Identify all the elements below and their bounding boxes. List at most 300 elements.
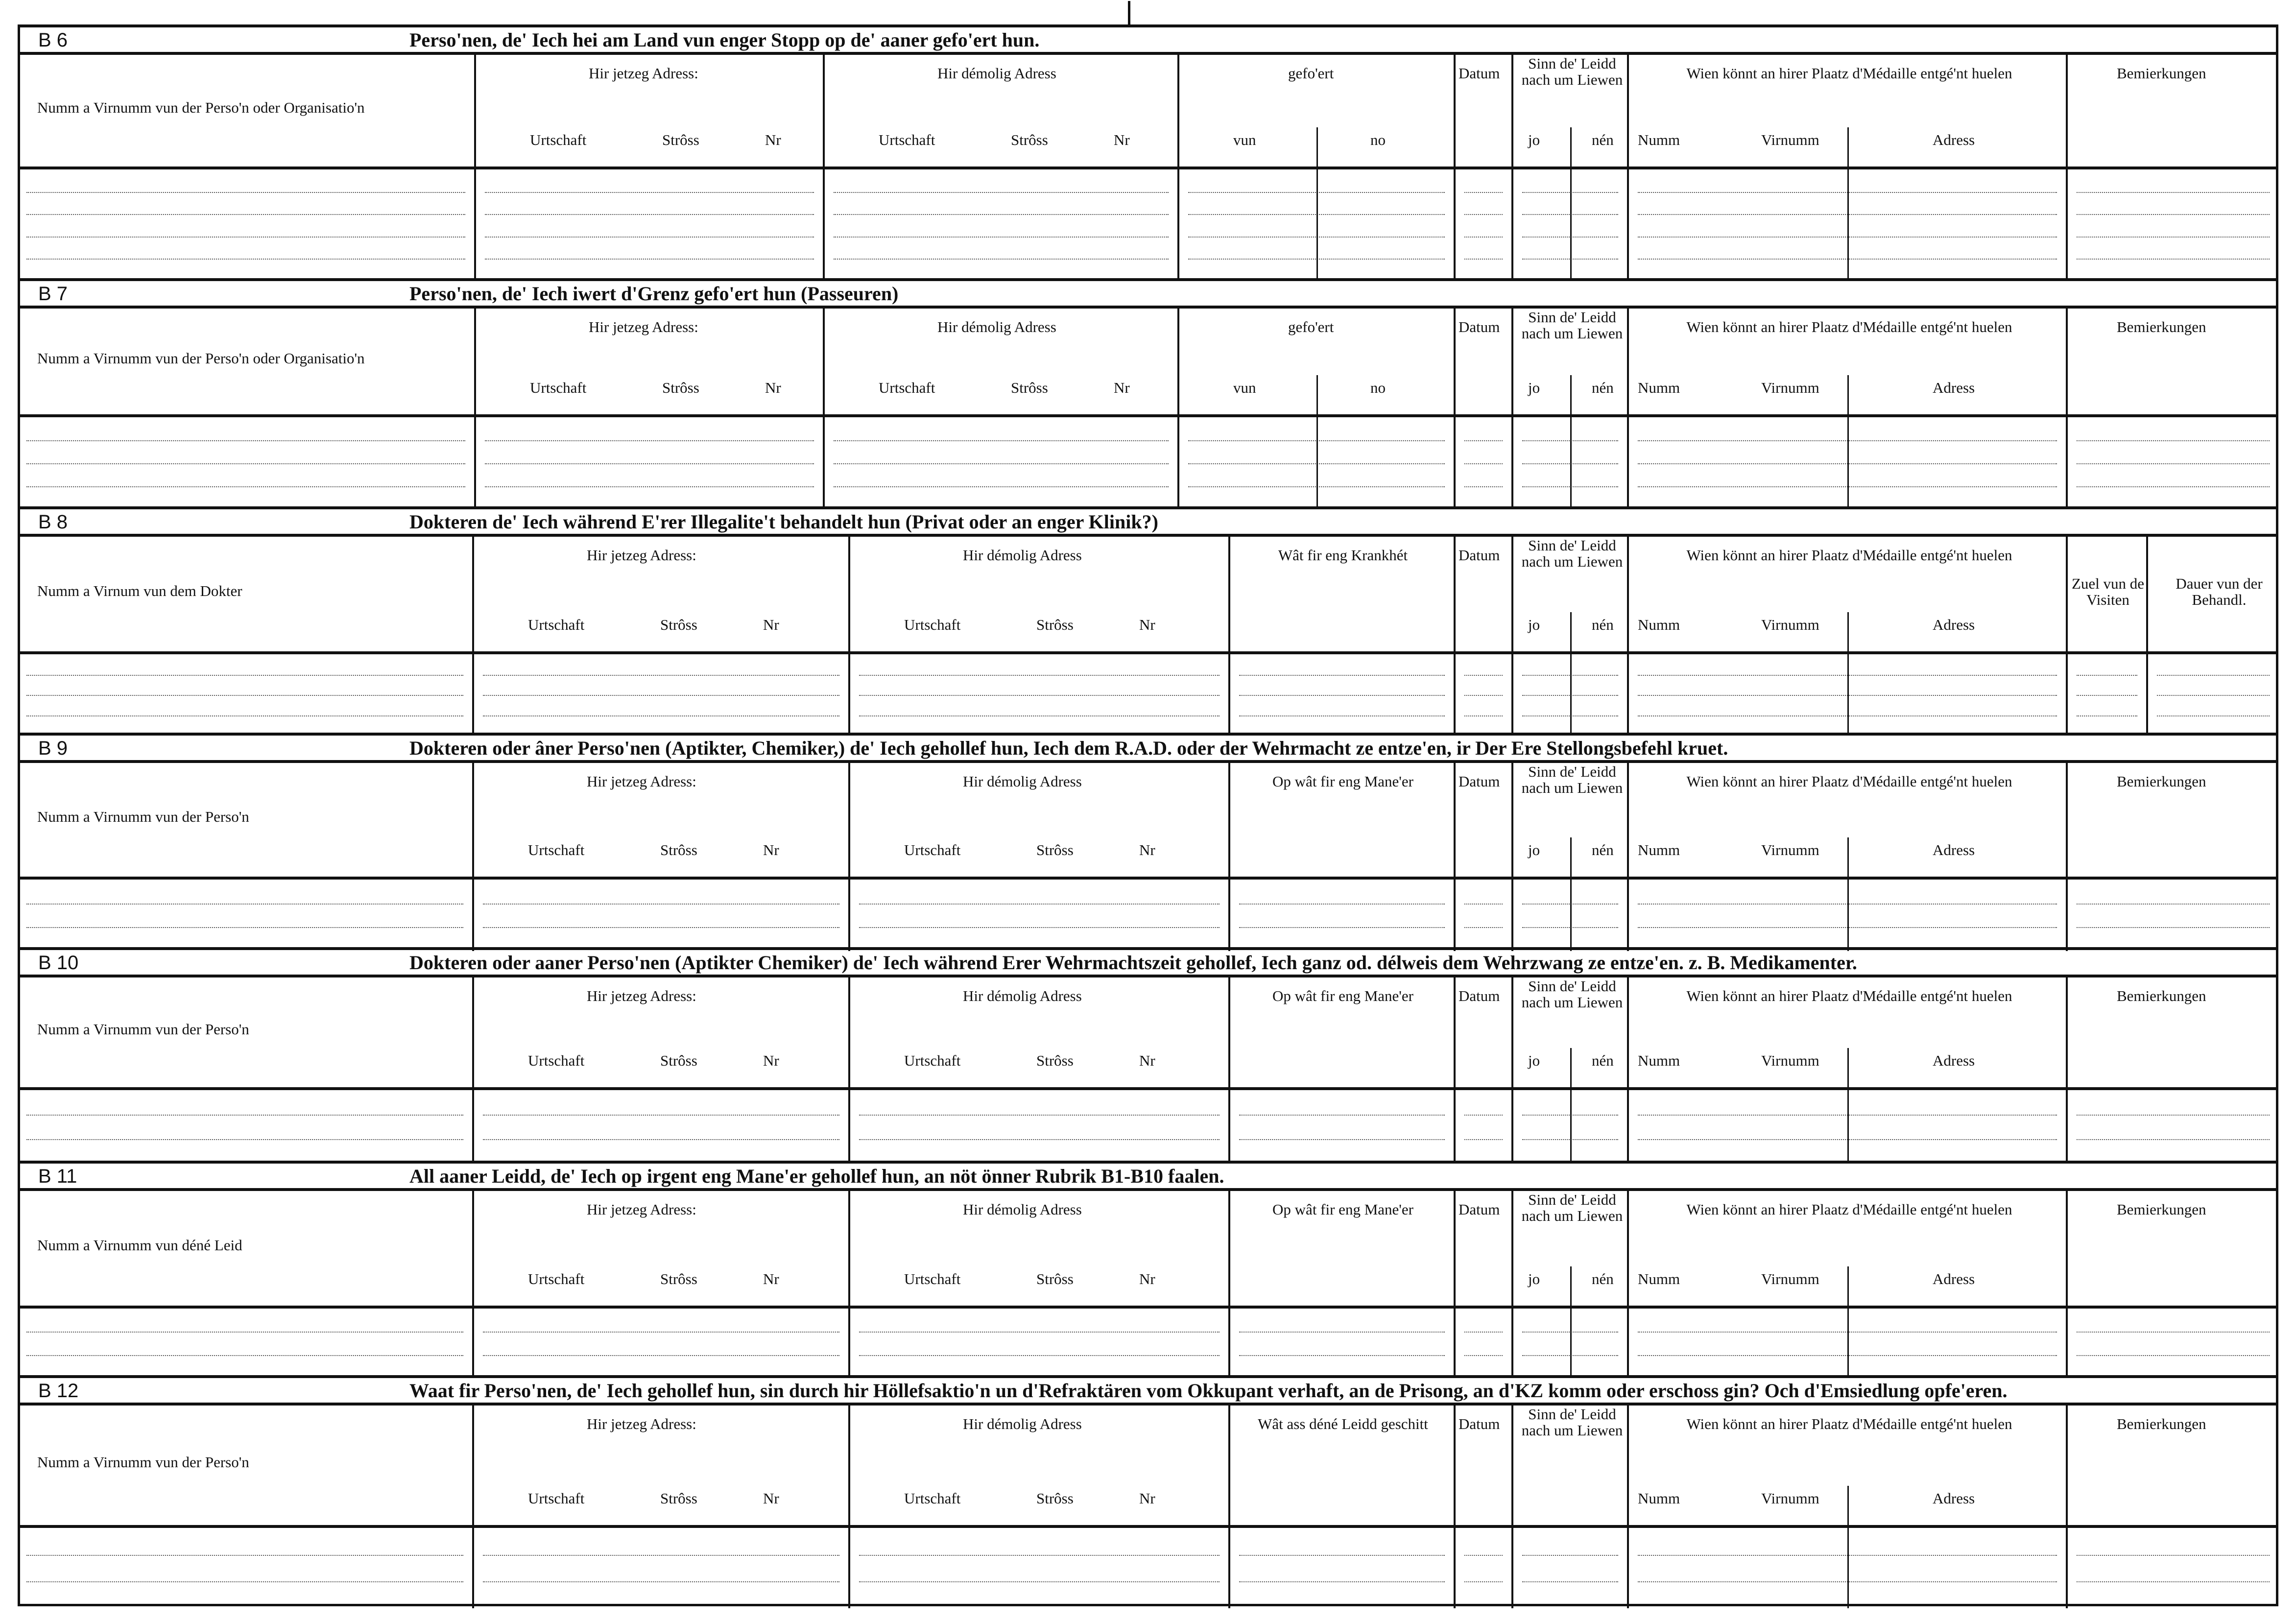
former-address-header: Hir démolig Adress [963, 1201, 1082, 1218]
number-header: Nr [765, 131, 781, 148]
dotted-line [485, 192, 814, 193]
dotted-line [26, 192, 465, 193]
dotted-line [1464, 695, 1503, 696]
dotted-line [2077, 259, 2270, 260]
date-header: Datum [1459, 65, 1500, 82]
former-address-header: Hir démolig Adress [963, 987, 1082, 1004]
column-header-row [18, 1191, 2278, 1306]
row-subdivider [1570, 169, 1572, 281]
dotted-line [1464, 1139, 1503, 1140]
dotted-line [2077, 1139, 2270, 1140]
dotted-line [1464, 1115, 1503, 1116]
medal-firstname-header: Virnumm [1761, 131, 1819, 148]
dotted-line [2077, 1355, 2270, 1356]
dotted-line [834, 192, 1169, 193]
remarks-header: Bemierkungen [2117, 65, 2206, 82]
dotted-line [834, 440, 1169, 441]
entry-column[interactable] [18, 1090, 474, 1164]
number-header: Nr [763, 1270, 779, 1287]
section-title-bar [18, 1375, 2278, 1406]
column-header-row [18, 537, 2278, 651]
street-header: Strôss [1036, 616, 1074, 633]
entry-column[interactable] [476, 169, 825, 281]
medal-firstname-header: Virnumm [1761, 1490, 1819, 1507]
section-title-bar [18, 947, 2278, 977]
dotted-line [2157, 715, 2270, 716]
medal-firstname-header: Virnumm [1761, 379, 1819, 396]
entry-column[interactable] [1456, 1528, 1513, 1608]
section-b8 [18, 506, 2278, 733]
entry-rows [18, 169, 2278, 281]
row-subdivider [1847, 1090, 1849, 1164]
dotted-line [483, 1139, 839, 1140]
yes-header: jo [1528, 379, 1540, 396]
entry-column[interactable] [850, 1090, 1230, 1164]
section-title-bar [18, 1161, 2278, 1191]
dotted-line [485, 259, 814, 260]
page-top-mark [1128, 1, 1130, 24]
medal-address-header: Adress [1933, 841, 1975, 858]
entry-column[interactable] [1456, 1309, 1513, 1378]
number-header: Nr [763, 616, 779, 633]
yes-header: jo [1528, 841, 1540, 858]
header-subdivider [1570, 375, 1572, 414]
dotted-line [1522, 1581, 1618, 1582]
number-header: Nr [763, 1052, 779, 1069]
dotted-line [1239, 715, 1445, 716]
medal-header: Wien könnt an hirer Plaatz d'Médaille entgé'nt huelen [1686, 547, 2012, 564]
medal-header: Wien könnt an hirer Plaatz d'Médaille entgé'nt huelen [1686, 318, 2012, 335]
name-column-header: Numm a Virnumm vun der Perso'n [37, 808, 249, 825]
dotted-line [1464, 259, 1503, 260]
alive-header: Sinn de' Leidd nach um Liewen [1521, 309, 1623, 342]
street-header: Strôss [660, 1270, 697, 1287]
entry-column[interactable] [850, 1528, 1230, 1608]
town-header: Urtschaft [904, 1490, 961, 1507]
entry-column[interactable] [18, 169, 476, 281]
entry-column[interactable] [2068, 654, 2148, 736]
entry-column[interactable] [1456, 880, 1513, 951]
entry-column[interactable] [850, 880, 1230, 951]
entry-column[interactable] [1230, 1309, 1456, 1378]
medal-address-header: Adress [1933, 131, 1975, 148]
dotted-line [483, 695, 839, 696]
description-header: Wât fir eng Krankhét [1278, 547, 1408, 564]
section-b12 [18, 1375, 2278, 1605]
description-header: Wât ass déné Leidd geschitt [1258, 1415, 1428, 1432]
medal-address-header: Adress [1933, 379, 1975, 396]
entry-column[interactable] [18, 1528, 474, 1608]
dotted-line [26, 675, 463, 676]
header-subdivider [1570, 1048, 1572, 1087]
medal-firstname-header: Virnumm [1761, 616, 1819, 633]
number-header: Nr [763, 1490, 779, 1507]
section-code: B 10 [38, 952, 79, 974]
entry-column[interactable] [2068, 169, 2278, 281]
street-header: Strôss [1036, 1270, 1074, 1287]
entry-rows [18, 1309, 2278, 1378]
column-header-row [18, 309, 2278, 414]
entry-rows [18, 417, 2278, 509]
entry-column[interactable] [850, 1309, 1230, 1378]
dotted-line [1464, 1332, 1503, 1333]
medal-name-header: Numm [1638, 379, 1680, 396]
no-header: nén [1592, 1270, 1614, 1287]
no-header: nén [1592, 841, 1614, 858]
header-subdivider [1316, 127, 1318, 167]
entry-column[interactable] [474, 1090, 850, 1164]
section-code: B 12 [38, 1380, 79, 1402]
entry-column[interactable] [474, 1309, 850, 1378]
alive-header: Sinn de' Leidd nach um Liewen [1521, 977, 1623, 1011]
visits-header: Zuel vun de Visiten [2071, 575, 2145, 608]
street-header: Strôss [660, 841, 697, 858]
date-header: Datum [1459, 547, 1500, 564]
dotted-line [26, 695, 463, 696]
name-column-header: Numm a Virnum vun dem Dokter [37, 582, 242, 599]
dotted-line [859, 904, 1220, 905]
from-header: vun [1233, 131, 1256, 148]
entry-column[interactable] [1456, 417, 1513, 509]
dotted-line [1464, 237, 1503, 238]
dotted-line [485, 463, 814, 464]
alive-header: Sinn de' Leidd nach um Liewen [1521, 55, 1623, 88]
name-column-header: Numm a Virnumm vun der Perso'n oder Organisatio'n [37, 99, 365, 116]
street-header: Strôss [662, 131, 699, 148]
dotted-line [485, 486, 814, 487]
section-title: Perso'nen, de' Iech iwert d'Grenz gefo'ert hun (Passeuren) [409, 283, 899, 305]
dotted-line [26, 1355, 463, 1356]
dotted-line [1239, 695, 1445, 696]
town-header: Urtschaft [904, 1052, 961, 1069]
medal-address-header: Adress [1933, 1270, 1975, 1287]
dotted-line [1239, 1139, 1445, 1140]
dotted-line [2157, 695, 2270, 696]
description-header: Op wât fir eng Mane'er [1272, 773, 1413, 790]
town-header: Urtschaft [528, 1490, 585, 1507]
header-subdivider [1847, 127, 1849, 167]
no-header: nén [1592, 131, 1614, 148]
number-header: Nr [1139, 1052, 1155, 1069]
medal-address-header: Adress [1933, 1052, 1975, 1069]
dotted-line [2077, 675, 2137, 676]
number-header: Nr [1114, 379, 1130, 396]
dotted-line [859, 1332, 1220, 1333]
section-title: Dokteren oder âner Perso'nen (Aptikter, Chemiker,) de' Iech gehollef hun, Iech dem R.A.D. oder der Wehrmacht ze entze'en, ir Der Ere Stellongsbefehl kruet. [409, 737, 1728, 759]
dotted-line [1239, 1355, 1445, 1356]
entry-column[interactable] [1230, 654, 1456, 736]
town-header: Urtschaft [530, 379, 587, 396]
row-subdivider [1847, 1528, 1849, 1608]
number-header: Nr [1139, 616, 1155, 633]
header-subdivider [1316, 375, 1318, 414]
entry-column[interactable] [1456, 169, 1513, 281]
dotted-line [2077, 192, 2270, 193]
section-title-bar [18, 733, 2278, 763]
dotted-line [1464, 463, 1503, 464]
street-header: Strôss [662, 379, 699, 396]
street-header: Strôss [660, 1052, 697, 1069]
current-address-header: Hir jetzeg Adress: [589, 65, 698, 82]
dotted-line [483, 1555, 839, 1556]
column-header-row [18, 55, 2278, 167]
section-b10 [18, 947, 2278, 1161]
dotted-line [1239, 1115, 1445, 1116]
entry-column[interactable] [476, 417, 825, 509]
current-address-header: Hir jetzeg Adress: [589, 318, 698, 335]
dotted-line [26, 214, 465, 215]
dotted-line [26, 440, 465, 441]
section-title-bar [18, 24, 2278, 55]
entry-column[interactable] [1456, 1090, 1513, 1164]
row-subdivider [1570, 1309, 1572, 1378]
medal-header: Wien könnt an hirer Plaatz d'Médaille entgé'nt huelen [1686, 1415, 2012, 1432]
entry-column[interactable] [825, 417, 1179, 509]
remarks-header: Bemierkungen [2117, 773, 2206, 790]
dotted-line [2077, 1555, 2270, 1556]
no-header: nén [1592, 1052, 1614, 1069]
dotted-line [834, 463, 1169, 464]
dotted-line [1464, 440, 1503, 441]
entry-column[interactable] [1513, 1528, 1629, 1608]
alive-header: Sinn de' Leidd nach um Liewen [1521, 1406, 1623, 1439]
dotted-line [1239, 1332, 1445, 1333]
yes-header: jo [1528, 1052, 1540, 1069]
dotted-line [859, 715, 1220, 716]
dotted-line [483, 715, 839, 716]
entry-column[interactable] [2068, 1090, 2278, 1164]
header-subdivider [1570, 127, 1572, 167]
medal-name-header: Numm [1638, 616, 1680, 633]
town-header: Urtschaft [879, 379, 935, 396]
dotted-line [834, 259, 1169, 260]
number-header: Nr [1139, 841, 1155, 858]
entry-column[interactable] [1456, 654, 1513, 736]
name-column-header: Numm a Virnumm vun der Perso'n [37, 1453, 249, 1471]
description-header: Op wât fir eng Mane'er [1272, 987, 1413, 1004]
date-header: Datum [1459, 1201, 1500, 1218]
header-subdivider [1847, 1486, 1849, 1525]
medal-name-header: Numm [1638, 841, 1680, 858]
dotted-line [26, 1555, 463, 1556]
alive-header: Sinn de' Leidd nach um Liewen [1521, 537, 1623, 570]
dotted-line [26, 927, 463, 928]
entry-column[interactable] [1230, 880, 1456, 951]
town-header: Urtschaft [879, 131, 935, 148]
medal-address-header: Adress [1933, 1490, 1975, 1507]
to-header: no [1370, 379, 1386, 396]
treatment-duration-header: Dauer vun der Behandl. [2176, 575, 2263, 608]
dotted-line [483, 1115, 839, 1116]
no-header: nén [1592, 616, 1614, 633]
yes-header: jo [1528, 131, 1540, 148]
dotted-line [859, 927, 1220, 928]
entry-column[interactable] [18, 1309, 474, 1378]
dotted-line [2077, 1332, 2270, 1333]
entry-column[interactable] [2068, 880, 2278, 951]
entry-rows [18, 1090, 2278, 1164]
dotted-line [485, 214, 814, 215]
no-header: nén [1592, 379, 1614, 396]
entry-column[interactable] [18, 654, 474, 736]
header-subdivider [1570, 1266, 1572, 1306]
dotted-line [26, 486, 465, 487]
header-subdivider [1570, 837, 1572, 877]
entry-column[interactable] [18, 880, 474, 951]
row-subdivider [1570, 417, 1572, 509]
name-column-header: Numm a Virnumm vun déné Leid [37, 1237, 242, 1254]
current-address-header: Hir jetzeg Adress: [587, 1201, 696, 1218]
number-header: Nr [765, 379, 781, 396]
section-b11 [18, 1161, 2278, 1375]
number-header: Nr [1139, 1270, 1155, 1287]
row-subdivider [1316, 417, 1318, 509]
dotted-line [2077, 214, 2270, 215]
dotted-line [485, 237, 814, 238]
dotted-line [1464, 927, 1503, 928]
medal-firstname-header: Virnumm [1761, 1052, 1819, 1069]
street-header: Strôss [1036, 1052, 1074, 1069]
town-header: Urtschaft [530, 131, 587, 148]
transport-header: gefo'ert [1288, 318, 1334, 335]
dotted-line [834, 214, 1169, 215]
entry-column[interactable] [850, 654, 1230, 736]
number-header: Nr [1114, 131, 1130, 148]
row-subdivider [1570, 880, 1572, 951]
entry-column[interactable] [2068, 1528, 2278, 1608]
description-header: Op wât fir eng Mane'er [1272, 1201, 1413, 1218]
section-code: B 11 [38, 1166, 77, 1187]
dotted-line [26, 1581, 463, 1582]
entry-column[interactable] [1230, 1528, 1456, 1608]
dotted-line [483, 675, 839, 676]
header-subdivider [1847, 837, 1849, 877]
dotted-line [1239, 1555, 1445, 1556]
date-header: Datum [1459, 987, 1500, 1004]
street-header: Strôss [660, 1490, 697, 1507]
row-subdivider [1316, 169, 1318, 281]
dotted-line [2077, 904, 2270, 905]
dotted-line [2077, 715, 2137, 716]
former-address-header: Hir démolig Adress [963, 773, 1082, 790]
row-subdivider [1847, 880, 1849, 951]
dotted-line [859, 675, 1220, 676]
dotted-line [859, 1581, 1220, 1582]
section-b7 [18, 278, 2278, 506]
medal-firstname-header: Virnumm [1761, 1270, 1819, 1287]
entry-column[interactable] [1230, 1090, 1456, 1164]
row-subdivider [1570, 654, 1572, 736]
column-header-row [18, 763, 2278, 877]
town-header: Urtschaft [528, 1270, 585, 1287]
entry-column[interactable] [18, 417, 476, 509]
entry-column[interactable] [2068, 417, 2278, 509]
medal-address-header: Adress [1933, 616, 1975, 633]
dotted-line [483, 1581, 839, 1582]
alive-header: Sinn de' Leidd nach um Liewen [1521, 1191, 1623, 1224]
column-header-row [18, 977, 2278, 1087]
dotted-line [1239, 904, 1445, 905]
medal-name-header: Numm [1638, 1052, 1680, 1069]
dotted-line [26, 259, 465, 260]
yes-header: jo [1528, 616, 1540, 633]
row-subdivider [1847, 1309, 1849, 1378]
entry-column[interactable] [2148, 654, 2278, 736]
entry-column[interactable] [2068, 1309, 2278, 1378]
former-address-header: Hir démolig Adress [963, 1415, 1082, 1432]
former-address-header: Hir démolig Adress [937, 65, 1056, 82]
name-column-header: Numm a Virnumm vun der Perso'n [37, 1021, 249, 1038]
section-b6 [18, 24, 2278, 278]
dotted-line [1522, 1555, 1618, 1556]
column-header-row [18, 1406, 2278, 1525]
to-header: no [1370, 131, 1386, 148]
section-title-bar [18, 506, 2278, 537]
header-subdivider [1570, 612, 1572, 651]
dotted-line [2077, 486, 2270, 487]
dotted-line [26, 1115, 463, 1116]
date-header: Datum [1459, 318, 1500, 335]
yes-header: jo [1528, 1270, 1540, 1287]
dotted-line [1464, 192, 1503, 193]
dotted-line [834, 237, 1169, 238]
street-header: Strôss [1011, 379, 1048, 396]
current-address-header: Hir jetzeg Adress: [587, 773, 696, 790]
dotted-line [2077, 927, 2270, 928]
medal-header: Wien könnt an hirer Plaatz d'Médaille entgé'nt huelen [1686, 773, 2012, 790]
dotted-line [1464, 715, 1503, 716]
section-code: B 6 [38, 29, 68, 51]
dotted-line [2157, 675, 2270, 676]
town-header: Urtschaft [904, 1270, 961, 1287]
dotted-line [26, 237, 465, 238]
entry-column[interactable] [825, 169, 1179, 281]
medal-name-header: Numm [1638, 1490, 1680, 1507]
entry-column[interactable] [474, 880, 850, 951]
town-header: Urtschaft [904, 616, 961, 633]
street-header: Strôss [1036, 841, 1074, 858]
section-title: Dokteren de' Iech während E'rer Illegalite't behandelt hun (Privat oder an enger Klinik?) [409, 511, 1158, 533]
entry-rows [18, 1528, 2278, 1608]
name-column-header: Numm a Virnumm vun der Perso'n oder Organisatio'n [37, 350, 365, 367]
medal-header: Wien könnt an hirer Plaatz d'Médaille entgé'nt huelen [1686, 1201, 2012, 1218]
header-subdivider [1847, 1266, 1849, 1306]
dotted-line [1239, 1581, 1445, 1582]
town-header: Urtschaft [528, 616, 585, 633]
dotted-line [2077, 1115, 2270, 1116]
from-header: vun [1233, 379, 1256, 396]
current-address-header: Hir jetzeg Adress: [587, 1415, 696, 1432]
medal-header: Wien könnt an hirer Plaatz d'Médaille entgé'nt huelen [1686, 987, 2012, 1004]
entry-column[interactable] [474, 1528, 850, 1608]
section-code: B 8 [38, 511, 68, 533]
header-subdivider [1847, 375, 1849, 414]
row-subdivider [1847, 654, 1849, 736]
dotted-line [859, 1115, 1220, 1116]
dotted-line [859, 1355, 1220, 1356]
street-header: Strôss [1036, 1490, 1074, 1507]
entry-column[interactable] [474, 654, 850, 736]
dotted-line [1464, 1355, 1503, 1356]
dotted-line [483, 904, 839, 905]
section-code: B 7 [38, 283, 68, 305]
medal-firstname-header: Virnumm [1761, 841, 1819, 858]
section-title: Waat fir Perso'nen, de' Iech gehollef hun, sin durch hir Höllefsaktio'n un d'Refraktären vom Okkupant verhaft, an de Prisong, an d'KZ komm oder erschoss gin? Och d'Emsiedlung opfe'eren. [409, 1380, 2008, 1402]
number-header: Nr [1139, 1490, 1155, 1507]
section-b9 [18, 733, 2278, 947]
town-header: Urtschaft [904, 841, 961, 858]
dotted-line [26, 463, 465, 464]
